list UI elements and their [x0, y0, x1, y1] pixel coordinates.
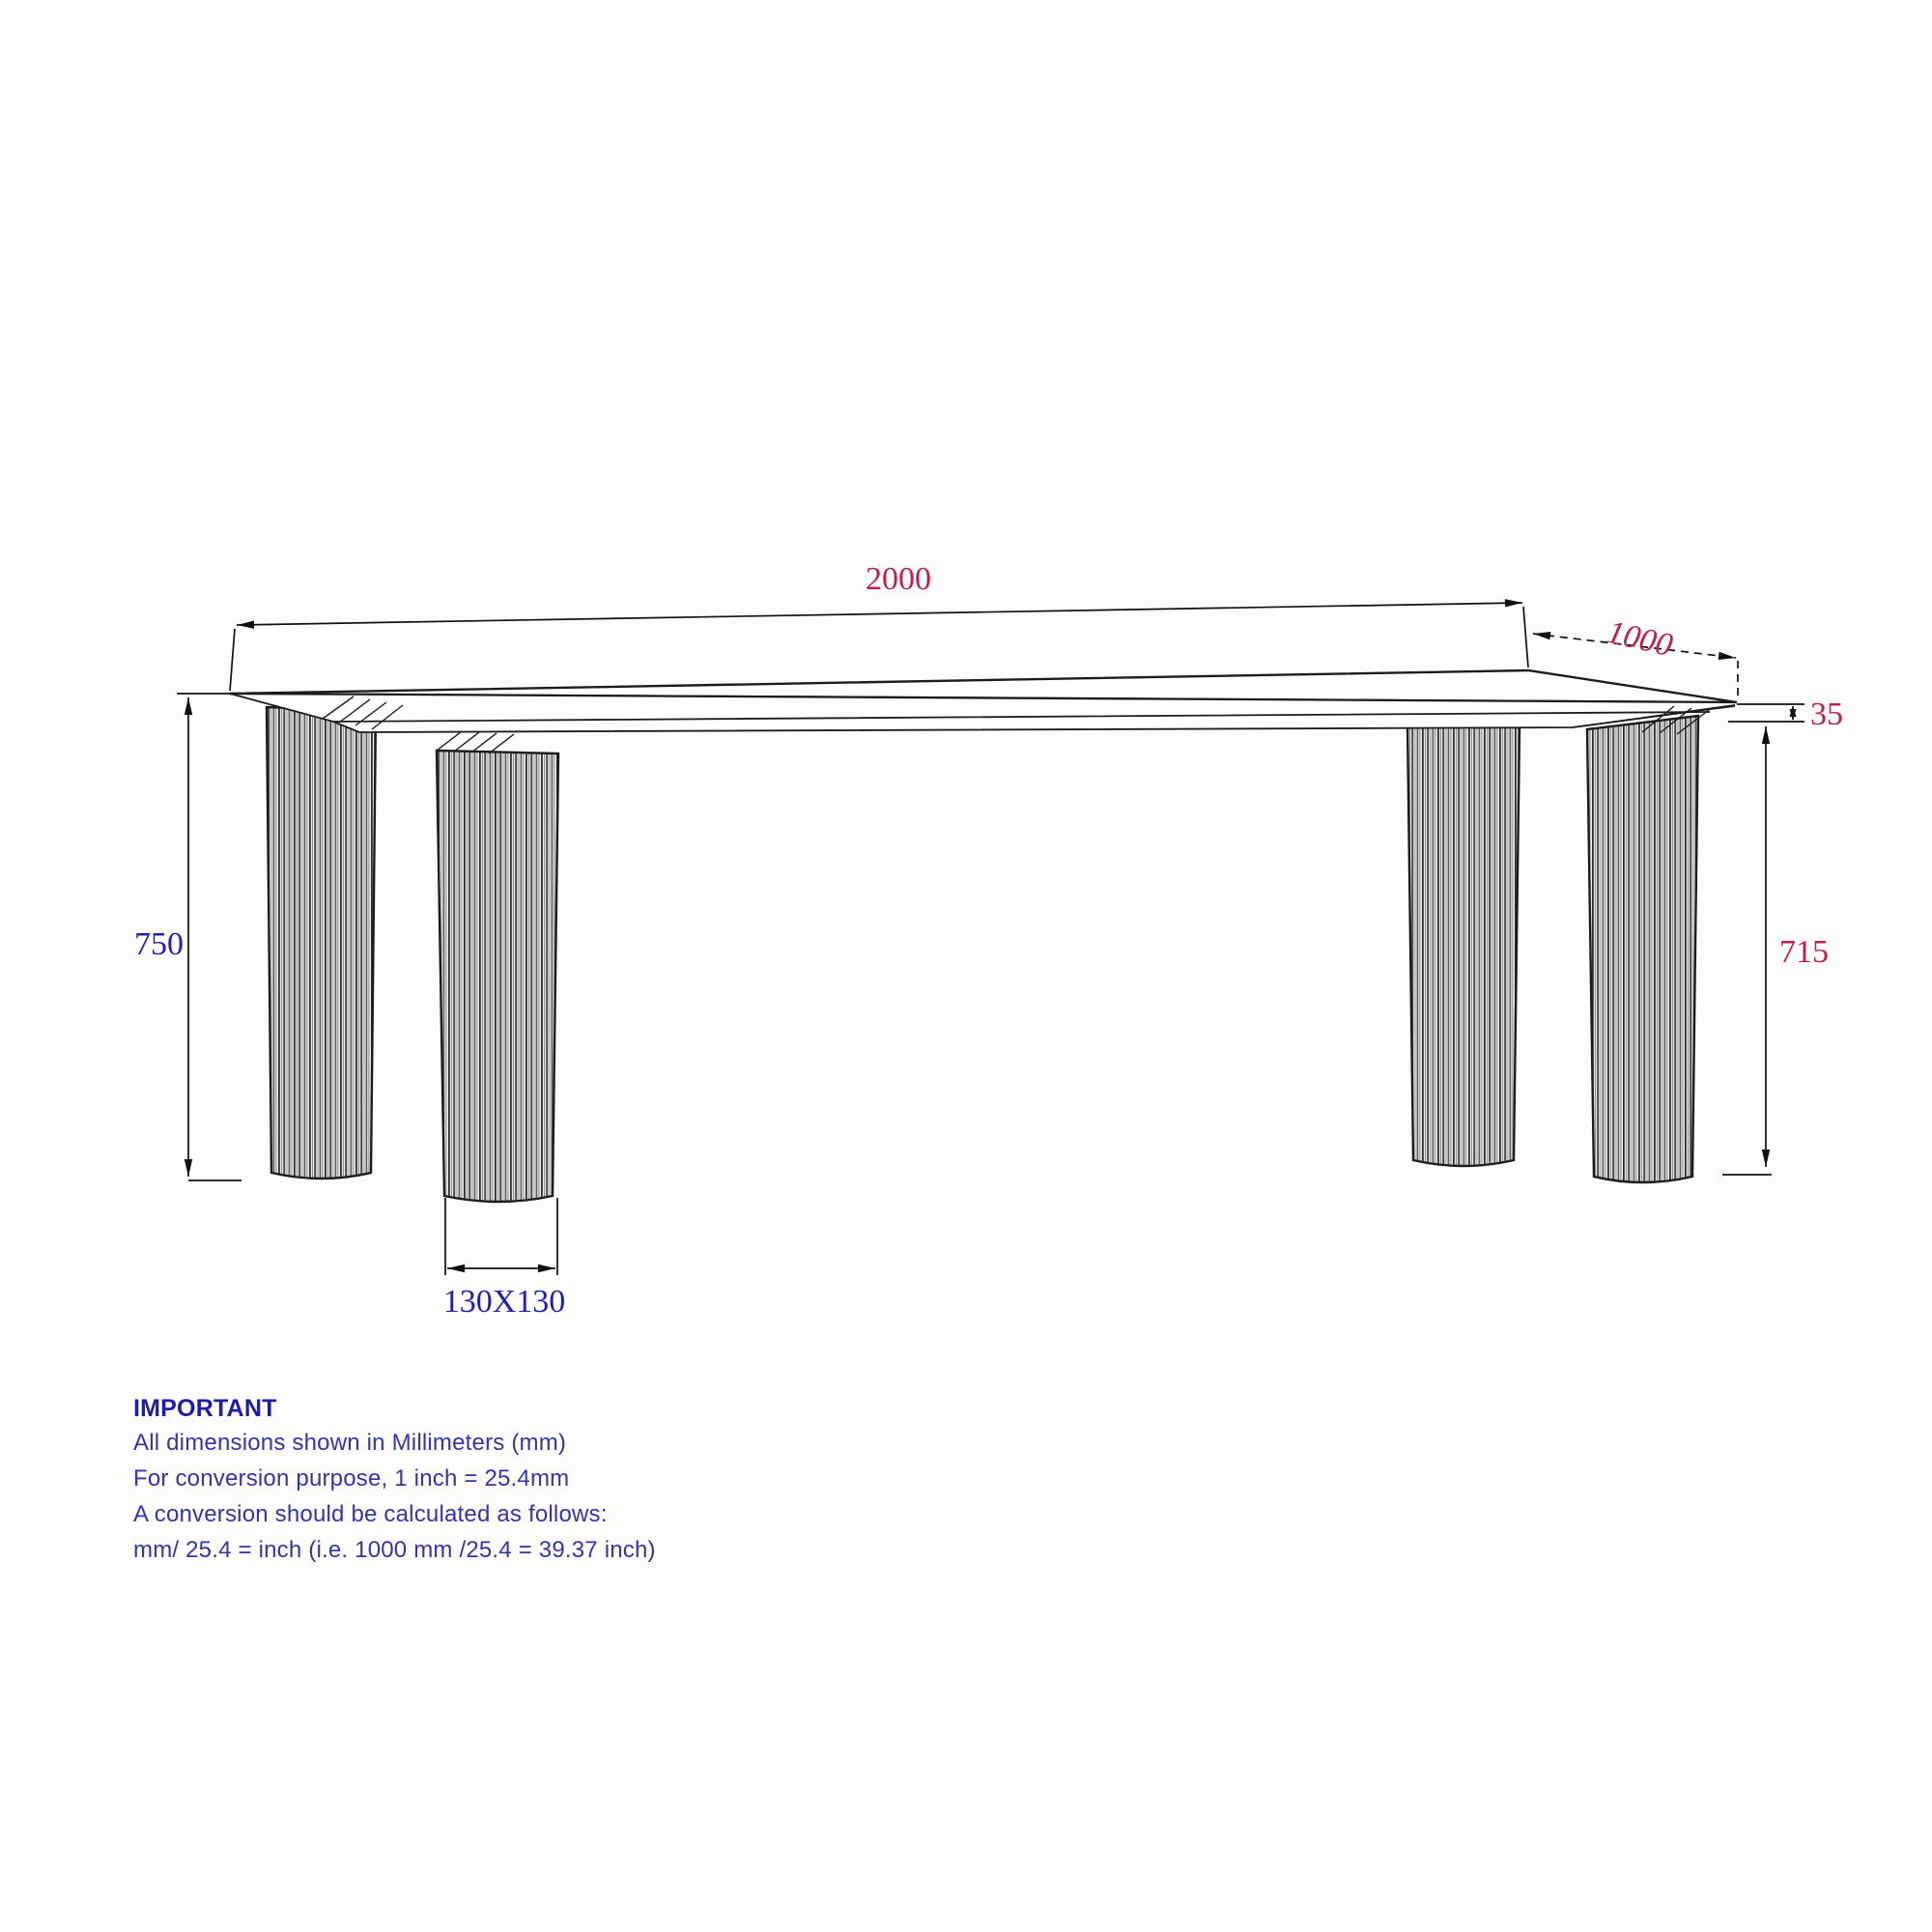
dim-label-overall-height: 750 — [134, 926, 184, 962]
dimension-leg-height — [1722, 726, 1772, 1175]
dim-label-length: 2000 — [866, 561, 931, 597]
units-note-line: For conversion purpose, 1 inch = 25.4mm — [133, 1465, 570, 1492]
dimension-top-thickness — [1728, 704, 1804, 722]
dim-label-leg-height: 715 — [1779, 934, 1829, 970]
tabletop — [230, 670, 1737, 732]
dimension-overall-height — [177, 694, 242, 1180]
units-note-line: A conversion should be calculated as follows: — [133, 1501, 608, 1527]
table-leg-rear-left — [267, 707, 376, 1179]
dim-label-depth: 1000 — [1604, 613, 1676, 665]
units-note-line: mm/ 25.4 = inch (i.e. 1000 mm /25.4 = 39.37 inch) — [133, 1537, 656, 1563]
units-note-line: All dimensions shown in Millimeters (mm) — [133, 1430, 567, 1456]
table-leg-front-right — [1587, 716, 1698, 1182]
units-note-title: IMPORTANT — [133, 1395, 277, 1422]
table-leg-front-left — [437, 751, 558, 1202]
units-note — [133, 1392, 656, 1568]
dim-label-top-thickness: 35 — [1810, 696, 1843, 732]
dimension-leg-section — [445, 1198, 557, 1275]
dim-label-leg-section: 130X130 — [442, 1284, 566, 1320]
table-leg-rear-right — [1407, 724, 1520, 1166]
